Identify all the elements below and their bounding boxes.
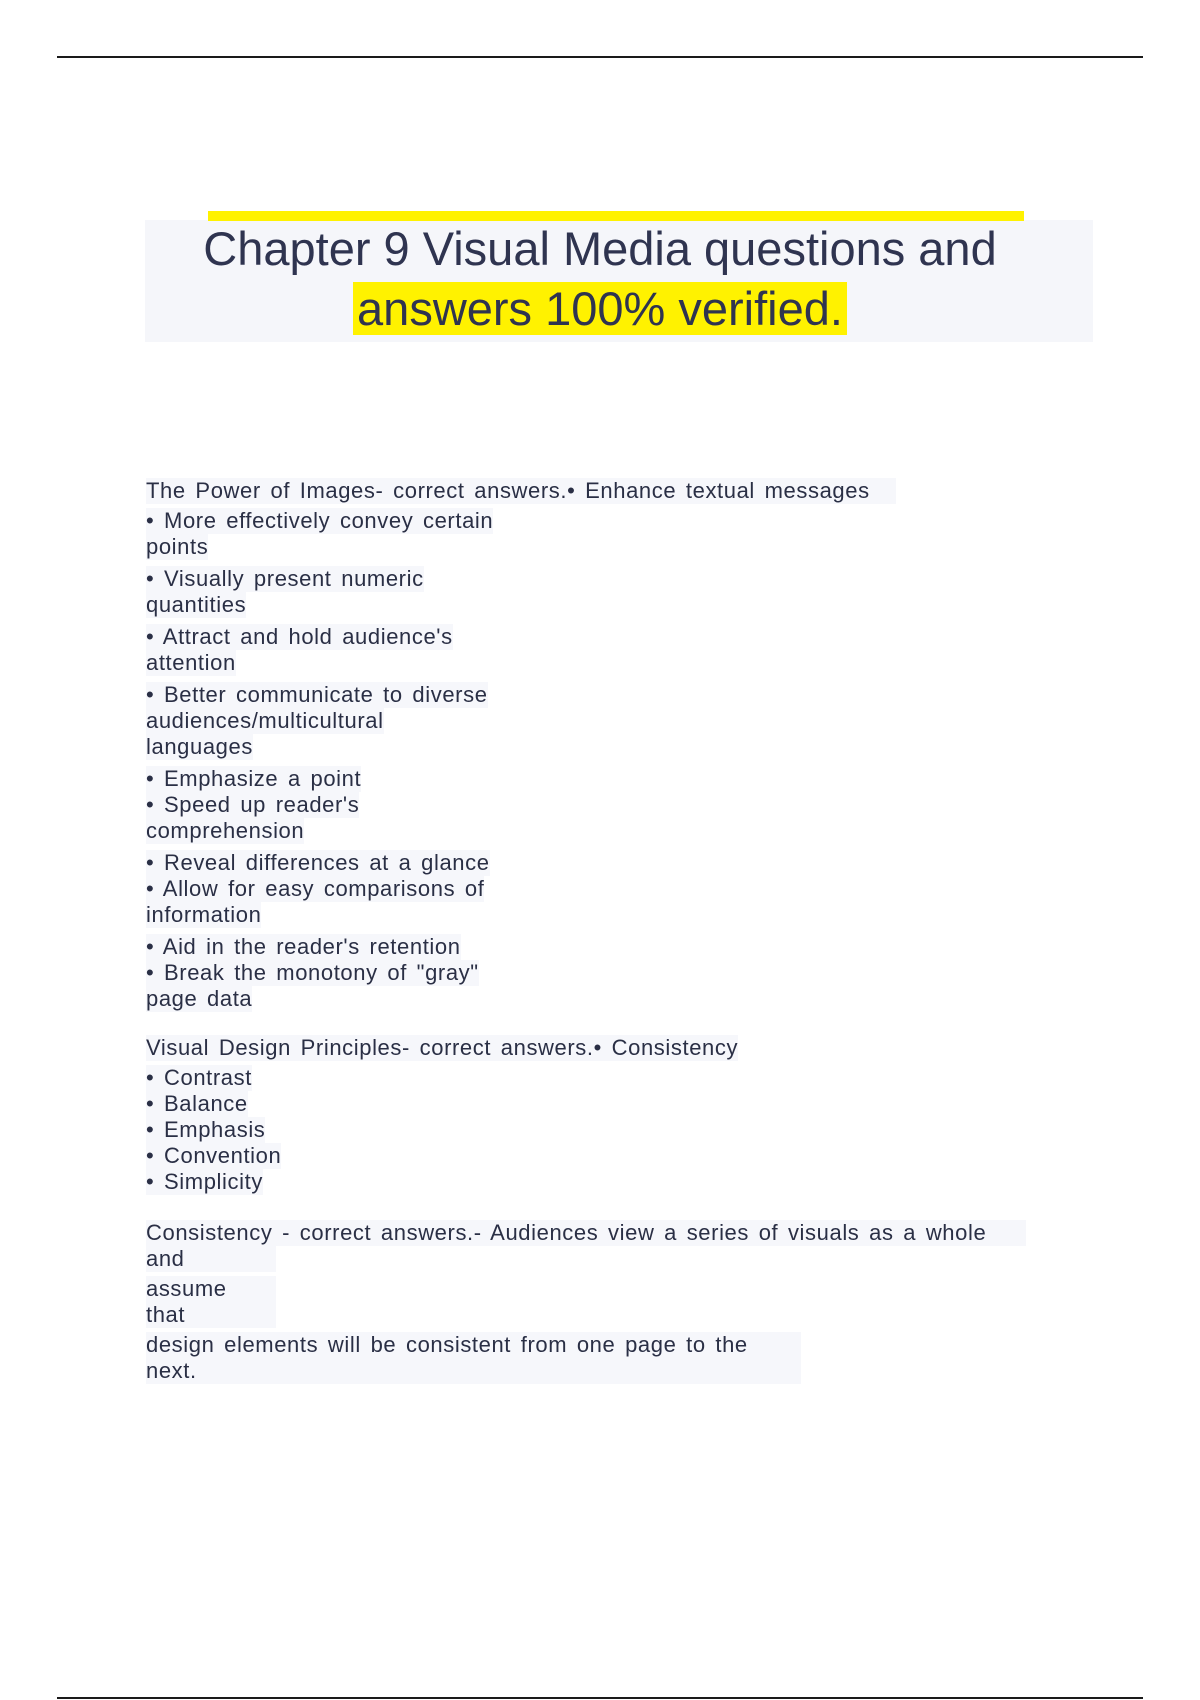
answer-line: • Reveal differences at a glance xyxy=(146,850,490,875)
answer-line: • Allow for easy comparisons of xyxy=(146,876,485,901)
document-title-line-1: Chapter 9 Visual Media questions and xyxy=(203,222,997,275)
title-highlighted-text: answers 100% verified. xyxy=(353,282,847,335)
answer-line: • Simplicity xyxy=(146,1169,263,1194)
question-text: The Power of Images- correct answers.• Enhance textual messages xyxy=(146,478,896,504)
answer-line: • Break the monotony of "gray" xyxy=(146,960,479,985)
answer-line: • Better communicate to diverse xyxy=(146,682,488,707)
answer-line: assume xyxy=(146,1276,276,1302)
answer-line: that xyxy=(146,1302,276,1328)
answer-line: attention xyxy=(146,650,236,675)
qa-visual-design-principles xyxy=(146,1035,738,1195)
answer-line: • Emphasize a point xyxy=(146,766,362,791)
answer-line: design elements will be consistent from one page to the xyxy=(146,1332,801,1358)
answer-line: • Convention xyxy=(146,1143,282,1168)
answer-line: and xyxy=(146,1246,276,1272)
answer-line: comprehension xyxy=(146,818,305,843)
answer-line: languages xyxy=(146,734,253,759)
qa-consistency xyxy=(146,1220,1026,1384)
answer-line: • Attract and hold audience's xyxy=(146,624,453,649)
answer-line: • Contrast xyxy=(146,1065,252,1090)
answer-line: • Balance xyxy=(146,1091,248,1116)
answer-line: • Visually present numeric xyxy=(146,566,424,591)
answer-line: information xyxy=(146,902,262,927)
answer-line: audiences/multicultural xyxy=(146,708,384,733)
question-text: Visual Design Principles- correct answers.• Consistency xyxy=(146,1035,739,1060)
answer-line: points xyxy=(146,534,209,559)
question-text: Consistency - correct answers.- Audiences view a series of visuals as a whole xyxy=(146,1220,1026,1246)
document-title-line-2 xyxy=(0,280,1200,338)
bottom-rule xyxy=(57,1697,1143,1699)
qa-power-of-images xyxy=(146,478,896,1012)
answer-line: • More effectively convey certain xyxy=(146,508,494,533)
top-rule xyxy=(57,56,1143,58)
answer-line: • Speed up reader's xyxy=(146,792,360,817)
answer-line: next. xyxy=(146,1358,801,1384)
answer-line: • Aid in the reader's retention xyxy=(146,934,461,959)
answer-line: page data xyxy=(146,986,253,1011)
answer-line: quantities xyxy=(146,592,247,617)
answer-line: • Emphasis xyxy=(146,1117,266,1142)
